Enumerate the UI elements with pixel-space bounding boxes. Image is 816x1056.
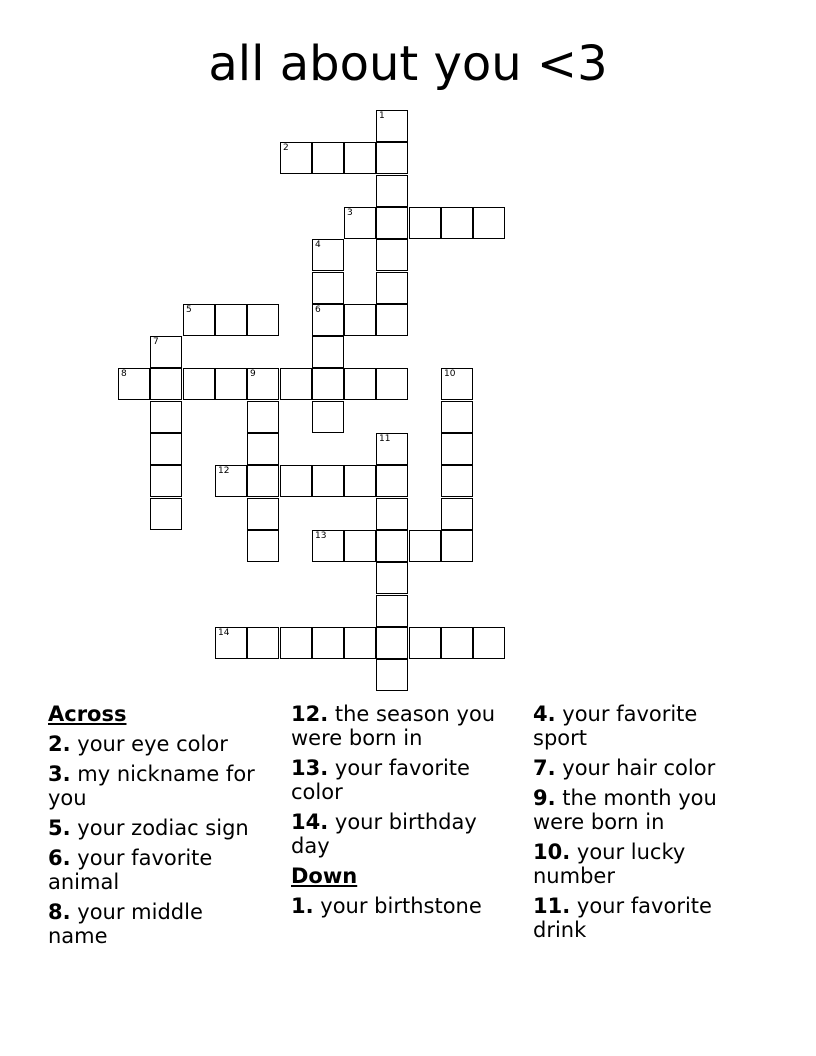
clue-across-5 xyxy=(48,816,268,840)
grid-cell[interactable] xyxy=(312,304,344,336)
grid-cell[interactable] xyxy=(183,304,215,336)
grid-cell[interactable] xyxy=(409,627,441,659)
clue-number: 14. xyxy=(291,810,329,834)
clue-column-1 xyxy=(48,702,268,954)
clue-text: your birthday day xyxy=(291,810,477,858)
clue-down-11 xyxy=(533,894,753,942)
grid-cell[interactable] xyxy=(247,304,279,336)
clue-text: the season you were born in xyxy=(291,702,496,750)
cell-number: 2 xyxy=(283,143,289,153)
grid-cell[interactable] xyxy=(376,239,408,271)
grid-cell[interactable] xyxy=(376,433,408,465)
grid-cell[interactable] xyxy=(441,627,473,659)
grid-cell[interactable] xyxy=(247,433,279,465)
clue-number: 8. xyxy=(48,900,71,924)
clue-down-10 xyxy=(533,840,753,888)
grid-cell[interactable] xyxy=(441,433,473,465)
clue-number: 7. xyxy=(533,756,556,780)
clue-number: 9. xyxy=(533,786,556,810)
grid-cell[interactable] xyxy=(376,207,408,239)
grid-cell[interactable] xyxy=(473,627,505,659)
grid-cell[interactable] xyxy=(312,530,344,562)
grid-cell[interactable] xyxy=(280,627,312,659)
clue-number: 11. xyxy=(533,894,571,918)
clue-column-3 xyxy=(533,702,753,948)
grid-cell[interactable] xyxy=(376,530,408,562)
grid-cell[interactable] xyxy=(376,368,408,400)
grid-cell[interactable] xyxy=(150,368,182,400)
grid-cell[interactable] xyxy=(247,465,279,497)
grid-cell[interactable] xyxy=(247,368,279,400)
clue-column-2 xyxy=(291,702,511,924)
grid-cell[interactable] xyxy=(344,207,376,239)
grid-cell[interactable] xyxy=(441,401,473,433)
cell-number: 1 xyxy=(379,111,385,121)
grid-cell[interactable] xyxy=(441,530,473,562)
grid-cell[interactable] xyxy=(247,401,279,433)
grid-cell[interactable] xyxy=(150,401,182,433)
grid-cell[interactable] xyxy=(376,175,408,207)
grid-cell[interactable] xyxy=(215,627,247,659)
grid-cell[interactable] xyxy=(247,627,279,659)
clue-text: my nickname for you xyxy=(48,762,255,810)
grid-cell[interactable] xyxy=(215,368,247,400)
clue-text: your eye color xyxy=(77,732,228,756)
clue-text: your favorite drink xyxy=(533,894,712,942)
down-heading: Down xyxy=(291,864,358,888)
cell-number: 10 xyxy=(444,369,456,379)
clue-text: your middle name xyxy=(48,900,203,948)
grid-cell[interactable] xyxy=(409,530,441,562)
grid-cell[interactable] xyxy=(441,498,473,530)
cell-number: 11 xyxy=(379,434,391,444)
grid-cell[interactable] xyxy=(344,627,376,659)
grid-cell[interactable] xyxy=(312,336,344,368)
grid-cell[interactable] xyxy=(215,465,247,497)
grid-cell[interactable] xyxy=(312,627,344,659)
grid-cell[interactable] xyxy=(247,498,279,530)
clue-number: 10. xyxy=(533,840,571,864)
clue-text: your hair color xyxy=(562,756,716,780)
grid-cell[interactable] xyxy=(376,304,408,336)
across-heading: Across xyxy=(48,702,127,726)
clue-down-9 xyxy=(533,786,753,834)
grid-cell[interactable] xyxy=(441,207,473,239)
grid-cell[interactable] xyxy=(280,142,312,174)
grid-cell[interactable] xyxy=(344,530,376,562)
cell-number: 14 xyxy=(218,628,230,638)
clue-number: 2. xyxy=(48,732,71,756)
clue-across-6 xyxy=(48,846,268,894)
grid-cell[interactable] xyxy=(344,304,376,336)
grid-cell[interactable] xyxy=(376,272,408,304)
cell-number: 8 xyxy=(121,369,127,379)
cell-number: 4 xyxy=(315,240,321,250)
cell-number: 12 xyxy=(218,466,230,476)
grid-cell[interactable] xyxy=(312,401,344,433)
clue-number: 6. xyxy=(48,846,71,870)
grid-cell[interactable] xyxy=(344,465,376,497)
grid-cell[interactable] xyxy=(441,368,473,400)
grid-cell[interactable] xyxy=(376,659,408,691)
grid-cell[interactable] xyxy=(376,562,408,594)
clue-down-7 xyxy=(533,756,753,780)
clue-text: your favorite color xyxy=(291,756,470,804)
grid-cell[interactable] xyxy=(280,368,312,400)
grid-cell[interactable] xyxy=(150,465,182,497)
grid-cell[interactable] xyxy=(150,498,182,530)
grid-cell[interactable] xyxy=(473,207,505,239)
clue-number: 5. xyxy=(48,816,71,840)
grid-cell[interactable] xyxy=(280,465,312,497)
clue-across-13 xyxy=(291,756,511,804)
clue-text: your birthstone xyxy=(320,894,482,918)
grid-cell[interactable] xyxy=(183,368,215,400)
cell-number: 9 xyxy=(250,369,256,379)
clue-number: 12. xyxy=(291,702,329,726)
grid-cell[interactable] xyxy=(247,530,279,562)
grid-cell[interactable] xyxy=(409,207,441,239)
clue-across-8 xyxy=(48,900,268,948)
grid-cell[interactable] xyxy=(150,433,182,465)
grid-cell[interactable] xyxy=(441,465,473,497)
clue-number: 4. xyxy=(533,702,556,726)
clue-text: your favorite animal xyxy=(48,846,213,894)
clue-text: your lucky number xyxy=(533,840,686,888)
clue-across-3 xyxy=(48,762,268,810)
cell-number: 6 xyxy=(315,305,321,315)
grid-cell[interactable] xyxy=(312,239,344,271)
grid-cell[interactable] xyxy=(118,368,150,400)
clue-across-12 xyxy=(291,702,511,750)
cell-number: 3 xyxy=(347,208,353,218)
grid-cell[interactable] xyxy=(376,110,408,142)
clue-text: your zodiac sign xyxy=(77,816,249,840)
clue-number: 3. xyxy=(48,762,71,786)
grid-cell[interactable] xyxy=(150,336,182,368)
clue-across-2 xyxy=(48,732,268,756)
clue-down-1 xyxy=(291,894,511,918)
clue-across-14 xyxy=(291,810,511,858)
page-title: all about you <3 xyxy=(208,36,608,92)
grid-cell[interactable] xyxy=(376,142,408,174)
clue-number: 13. xyxy=(291,756,329,780)
clue-text: your favorite sport xyxy=(533,702,698,750)
cell-number: 5 xyxy=(186,305,192,315)
grid-cell[interactable] xyxy=(312,142,344,174)
grid-cell[interactable] xyxy=(376,498,408,530)
grid-cell[interactable] xyxy=(376,627,408,659)
clue-down-4 xyxy=(533,702,753,750)
cell-number: 7 xyxy=(153,337,159,347)
clue-text: the month you were born in xyxy=(533,786,717,834)
grid-cell[interactable] xyxy=(312,368,344,400)
grid-cell[interactable] xyxy=(215,304,247,336)
grid-cell[interactable] xyxy=(312,465,344,497)
grid-cell[interactable] xyxy=(344,142,376,174)
grid-cell[interactable] xyxy=(344,368,376,400)
grid-cell[interactable] xyxy=(376,595,408,627)
cell-number: 13 xyxy=(315,531,327,541)
clue-number: 1. xyxy=(291,894,314,918)
grid-cell[interactable] xyxy=(312,272,344,304)
grid-cell[interactable] xyxy=(376,465,408,497)
